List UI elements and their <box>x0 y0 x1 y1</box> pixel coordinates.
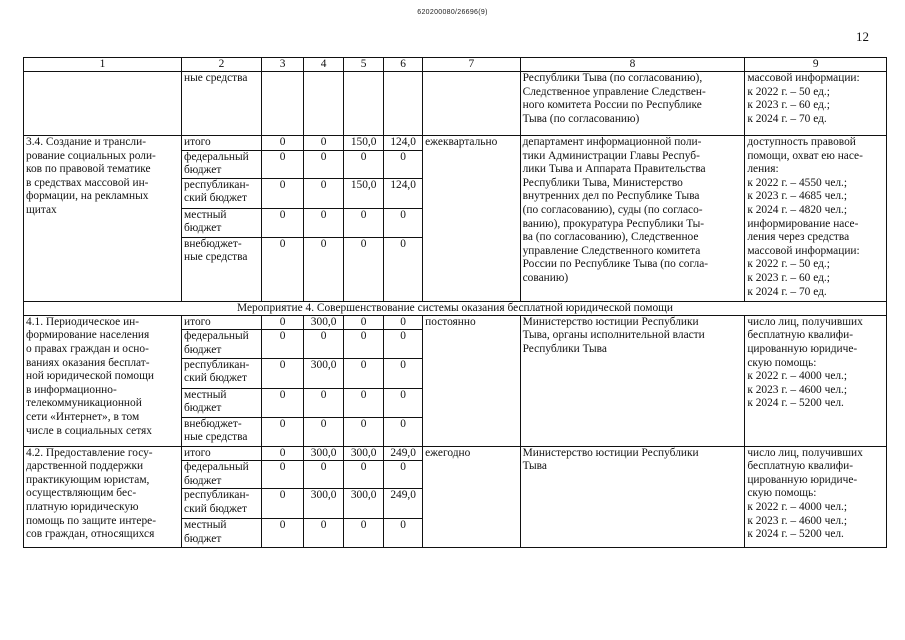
funding-source-cell: республикан- ский бюджет <box>182 178 262 208</box>
funding-source-cell: федеральный бюджет <box>182 461 262 489</box>
value-cell: 150,0 <box>344 178 384 208</box>
value-cell: 300,0 <box>304 446 344 461</box>
value-cell: 0 <box>384 358 423 388</box>
value-cell: 0 <box>262 446 304 461</box>
executor-cell: департамент информационной поли- тики Администрации Главы Респуб- лики Тыва и Аппарата Правительства Республики Тыва, Министерство внутренних дел по Республике Тыва (по согласованию), суды (по согласо- ванию), прокуратура Республики Ты- ва (по согласованию), Следственное управление Следственного комитета России по Республике Тыва (по согла- сованию) <box>520 136 745 302</box>
value-cell: 0 <box>304 150 344 178</box>
value-cell: 300,0 <box>304 358 344 388</box>
value-cell: 0 <box>304 178 344 208</box>
result-cell: число лиц, получивших бесплатную квалифи- цированную юридиче- скую помощь: к 2022 г. – 4000 чел.; к 2023 г. – 4600 чел.; к 2024 г. – 5200 чел. <box>745 446 887 547</box>
value-cell: 0 <box>262 417 304 446</box>
table-row <box>24 72 887 136</box>
table-row <box>24 446 887 461</box>
value-cell: 0 <box>344 315 384 330</box>
funding-source-cell: итого <box>182 136 262 151</box>
value-cell: 249,0 <box>384 489 423 519</box>
value-cell: 124,0 <box>384 136 423 151</box>
value-cell: 0 <box>344 237 384 301</box>
value-cell: 0 <box>384 208 423 237</box>
value-cell: 0 <box>384 150 423 178</box>
value-cell: 0 <box>304 417 344 446</box>
value-cell: 0 <box>344 208 384 237</box>
column-number: 4 <box>304 58 344 72</box>
document-code: 620200080/26696(9) <box>417 9 488 16</box>
event-name-cell: 3.4. Создание и трансли- рование социальных роли- ков по правовой тематике в средствах массовой ин- формации, на рекламных щитах <box>24 136 182 302</box>
executor-cell: Министерство юстиции Республики Тыва, органы исполнительной власти Республики Тыва <box>520 315 745 446</box>
value-cell: 0 <box>262 315 304 330</box>
page-number: 12 <box>856 29 869 44</box>
section-title-row <box>24 301 887 315</box>
column-number: 9 <box>745 58 887 72</box>
value-cell: 0 <box>344 330 384 358</box>
value-cell: 0 <box>262 150 304 178</box>
value-cell: 0 <box>304 136 344 151</box>
value-cell: 0 <box>344 519 384 547</box>
value-cell: 124,0 <box>384 178 423 208</box>
event-name-cell: 4.1. Периодическое ин- формирование населения о правах граждан и осно- ваниях оказания бесплат- ной юридической помощи в информационно- телекоммуникационной сети «Интернет», в том числе в социальных сетях <box>24 315 182 446</box>
value-cell: 0 <box>262 208 304 237</box>
value-cell <box>262 72 304 136</box>
value-cell: 0 <box>384 315 423 330</box>
result-cell: число лиц, получивших бесплатную квалифи- цированную юридиче- скую помощь: к 2022 г. – 4000 чел.; к 2023 г. – 4600 чел.; к 2024 г. – 5200 чел. <box>745 315 887 446</box>
column-numbers-row <box>24 58 887 72</box>
funding-source-cell: внебюджет- ные средства <box>182 417 262 446</box>
value-cell: 0 <box>262 237 304 301</box>
funding-source-cell: местный бюджет <box>182 388 262 417</box>
value-cell: 0 <box>344 358 384 388</box>
funding-source-cell: местный бюджет <box>182 519 262 547</box>
value-cell: 0 <box>304 519 344 547</box>
value-cell: 300,0 <box>304 489 344 519</box>
value-cell: 0 <box>344 388 384 417</box>
value-cell: 0 <box>262 358 304 388</box>
value-cell: 0 <box>384 461 423 489</box>
value-cell: 0 <box>304 208 344 237</box>
funding-source-cell: федеральный бюджет <box>182 150 262 178</box>
result-cell: доступность правовой помощи, охват ею насе- ления: к 2022 г. – 4550 чел.; к 2023 г. – 4685 чел.; к 2024 г. – 4820 чел.; информирование насе- ления через средства массовой информации: к 2022 г. – 50 ед.; к 2023 г. – 60 ед.; к 2024 г. – 70 ед. <box>745 136 887 302</box>
value-cell: 150,0 <box>344 136 384 151</box>
funding-source-cell: итого <box>182 446 262 461</box>
value-cell: 0 <box>344 461 384 489</box>
value-cell: 300,0 <box>304 315 344 330</box>
value-cell: 0 <box>344 150 384 178</box>
funding-source-cell: местный бюджет <box>182 208 262 237</box>
value-cell: 0 <box>384 417 423 446</box>
value-cell: 300,0 <box>344 489 384 519</box>
column-number: 7 <box>423 58 520 72</box>
column-number: 8 <box>520 58 745 72</box>
value-cell: 0 <box>262 519 304 547</box>
period-cell: ежегодно <box>423 446 520 547</box>
executor-cell: Республики Тыва (по согласованию), Следственное управление Следствен- ного комитета России по Республике Тыва (по согласованию) <box>520 72 745 136</box>
period-cell: ежеквартально <box>423 136 520 302</box>
funding-source-cell: республикан- ский бюджет <box>182 358 262 388</box>
table-row <box>24 315 887 330</box>
value-cell: 0 <box>384 519 423 547</box>
value-cell: 0 <box>304 330 344 358</box>
column-number: 5 <box>344 58 384 72</box>
value-cell: 0 <box>384 330 423 358</box>
program-table <box>23 57 887 548</box>
value-cell: 0 <box>262 489 304 519</box>
table-row <box>24 136 887 151</box>
value-cell <box>384 72 423 136</box>
value-cell: 0 <box>304 388 344 417</box>
value-cell: 0 <box>344 417 384 446</box>
column-number: 3 <box>262 58 304 72</box>
column-number: 2 <box>182 58 262 72</box>
value-cell: 0 <box>262 461 304 489</box>
value-cell <box>304 72 344 136</box>
event-name-cell: 4.2. Предоставление госу- дарственной поддержки практикующим юристам, осуществляющим бес- платную юридическую помощь по защите интере- сов граждан, относящихся <box>24 446 182 547</box>
event-name-cell <box>24 72 182 136</box>
result-cell: массовой информации: к 2022 г. – 50 ед.; к 2023 г. – 60 ед.; к 2024 г. – 70 ед. <box>745 72 887 136</box>
column-number: 6 <box>384 58 423 72</box>
executor-cell: Министерство юстиции Республики Тыва <box>520 446 745 547</box>
section-title: Мероприятие 4. Совершенствование системы оказания бесплатной юридической помощи <box>24 301 887 315</box>
value-cell: 249,0 <box>384 446 423 461</box>
funding-source-cell: итого <box>182 315 262 330</box>
value-cell: 0 <box>262 330 304 358</box>
value-cell: 0 <box>384 388 423 417</box>
value-cell: 0 <box>262 178 304 208</box>
value-cell: 0 <box>384 237 423 301</box>
funding-source-cell: ные средства <box>182 72 262 136</box>
funding-source-cell: внебюджет- ные средства <box>182 237 262 301</box>
value-cell: 0 <box>304 237 344 301</box>
value-cell: 0 <box>262 388 304 417</box>
period-cell: постоянно <box>423 315 520 446</box>
column-number: 1 <box>24 58 182 72</box>
value-cell: 0 <box>262 136 304 151</box>
value-cell: 0 <box>304 461 344 489</box>
period-cell <box>423 72 520 136</box>
value-cell: 300,0 <box>344 446 384 461</box>
funding-source-cell: федеральный бюджет <box>182 330 262 358</box>
funding-source-cell: республикан- ский бюджет <box>182 489 262 519</box>
value-cell <box>344 72 384 136</box>
